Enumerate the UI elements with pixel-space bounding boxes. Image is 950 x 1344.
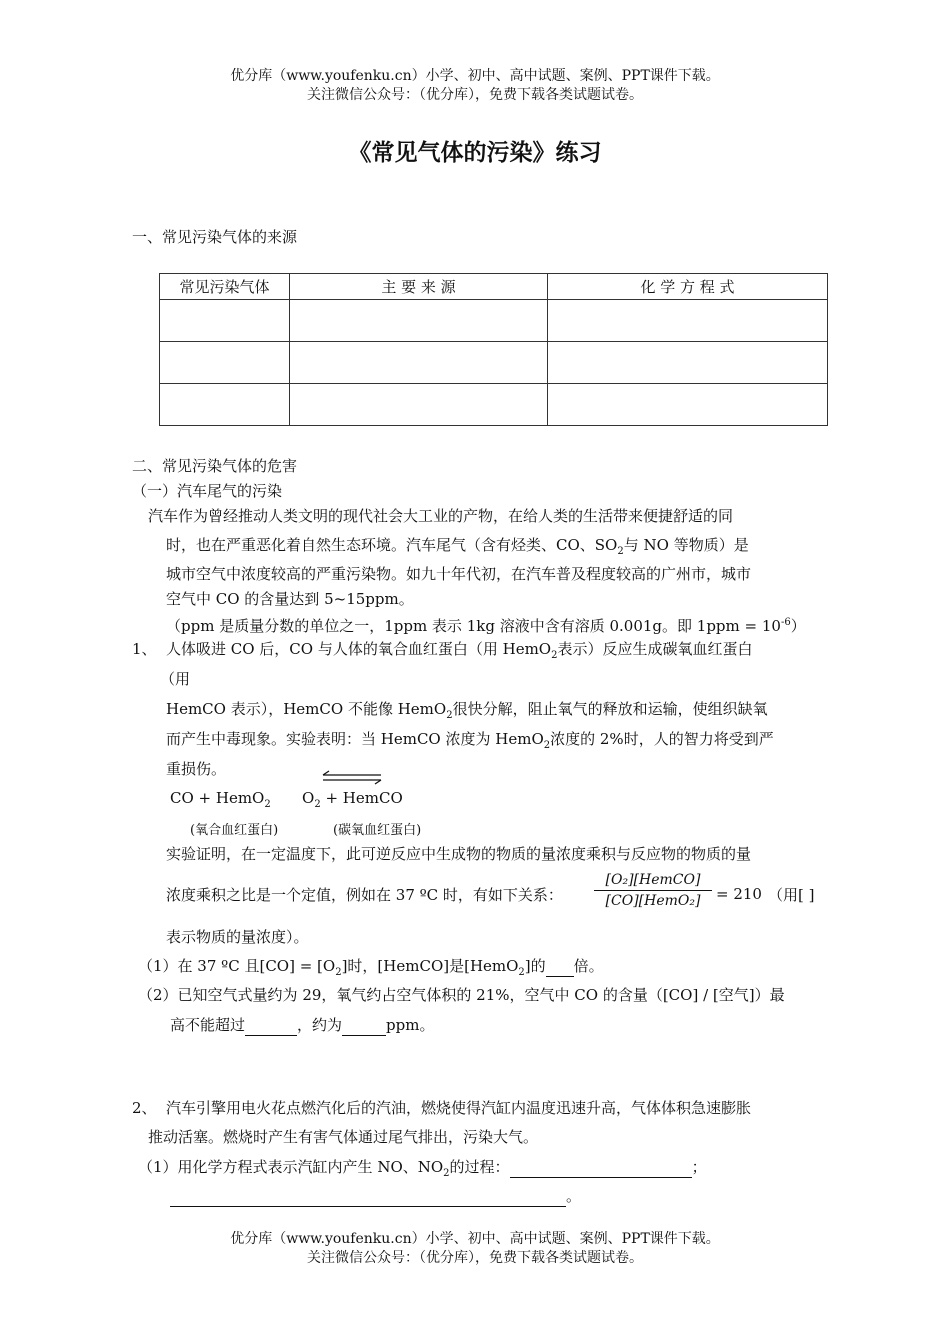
question-1-line: 浓度乘积之比是一个定值，例如在 37 ºC 时，有如下关系： bbox=[166, 886, 563, 904]
answer-blank[interactable] bbox=[245, 1015, 297, 1036]
answer-blank[interactable] bbox=[510, 1157, 692, 1178]
equation-right: $O_2$ + HemCO bbox=[302, 789, 403, 810]
table-cell[interactable] bbox=[290, 384, 548, 426]
question-2-sub-1: （1）用化学方程式表示汽缸内产生 NO、$NO_2$的过程： ； bbox=[138, 1158, 707, 1179]
header-line-1: 优分库（www.youfenku.cn）小学、初中、高中试题、案例、PPT课件下载。 bbox=[230, 68, 720, 84]
table-row bbox=[160, 384, 828, 426]
table-cell[interactable] bbox=[548, 342, 828, 384]
equation-left: CO + HemO$_2$ bbox=[170, 789, 271, 810]
section-1-heading: 一、常见污染气体的来源 bbox=[132, 228, 298, 246]
footer-line-2: 关注微信公众号：（优分库），免费下载各类试题试卷。 bbox=[307, 1250, 643, 1266]
answer-blank[interactable] bbox=[546, 956, 574, 977]
question-1-line: 而产生中毒现象。实验表明：当 HemCO 浓度为 HemO$_2$浓度的 2%时，人的智力将受到严 bbox=[166, 730, 774, 751]
fraction-numerator: [O₂][HemCO] bbox=[605, 872, 701, 888]
fraction-bar bbox=[594, 890, 712, 891]
table-cell[interactable] bbox=[160, 342, 290, 384]
table-row bbox=[160, 300, 828, 342]
question-2-line: 汽车引擎用电火花点燃汽化后的汽油，燃烧使得汽缸内温度迅速升高，气体体积急速膨胀 bbox=[166, 1099, 752, 1117]
sub-question-2: （2）已知空气式量约为 29，氧气约占空气体积的 21%，空气中 CO 的含量（[CO] / [空气]）最 bbox=[138, 986, 785, 1004]
fraction-denominator: [CO][HemO₂] bbox=[605, 893, 701, 909]
question-1-line: HemCO 表示），HemCO 不能像 HemO$_2$很快分解，阻止氧气的释放和运输，使组织缺氧 bbox=[166, 700, 768, 721]
paragraph-line: 时，也在严重恶化着自然生态环境。汽车尾气（含有烃类、CO、$SO_2$与 NO 等物质）是 bbox=[166, 536, 749, 557]
footer-line-1: 优分库（www.youfenku.cn）小学、初中、高中试题、案例、PPT课件下载。 bbox=[230, 1231, 720, 1247]
table-cell[interactable] bbox=[160, 384, 290, 426]
fraction-value: = 210 bbox=[716, 885, 762, 903]
table-header-cell: 主 要 来 源 bbox=[290, 274, 548, 300]
table-header-cell: 化 学 方 程 式 bbox=[548, 274, 828, 300]
paragraph-line: 空气中 CO 的含量达到 5~15ppm。 bbox=[166, 590, 414, 608]
question-2-sub-1-cont: 。 bbox=[170, 1186, 581, 1207]
reversible-arrow-icon bbox=[321, 770, 385, 786]
table-header-cell: 常见污染气体 bbox=[160, 274, 290, 300]
sub-question-2-cont: 高不能超过 ，约为 ppm。 bbox=[170, 1016, 435, 1034]
question-1-line: 人体吸进 CO 后，CO 与人体的氧合血红蛋白（用 HemO$_2$表示）反应生成碳氧血红蛋白 bbox=[166, 640, 753, 661]
pollution-source-table bbox=[159, 273, 828, 426]
paragraph-line: 汽车作为曾经推动人类文明的现代社会大工业的产物，在给人类的生活带来便捷舒适的同 bbox=[148, 507, 734, 525]
table-cell[interactable] bbox=[548, 384, 828, 426]
answer-blank[interactable] bbox=[170, 1186, 566, 1207]
table-cell[interactable] bbox=[290, 342, 548, 384]
question-1-line: 重损伤。 bbox=[166, 760, 227, 778]
question-2-line: 推动活塞。燃烧时产生有害气体通过尾气排出，污染大气。 bbox=[148, 1128, 539, 1146]
question-number: 1、 bbox=[132, 640, 157, 658]
answer-blank[interactable] bbox=[342, 1015, 386, 1036]
table-row bbox=[160, 342, 828, 384]
question-1-line: 表示物质的量浓度）。 bbox=[166, 928, 309, 946]
table-cell[interactable] bbox=[548, 300, 828, 342]
ppm-note: （ppm 是质量分数的单位之一，1ppm 表示 1kg 溶液中含有溶质 0.001g。即 $1ppm = 10^{-6}$） bbox=[166, 617, 806, 635]
page-title: 《常见气体的污染》练习 bbox=[348, 140, 602, 166]
table-cell[interactable] bbox=[290, 300, 548, 342]
sub-question-1: （1）在 37 ºC 且$[CO] = [O_2]$时，[HemCO]是[HemO$_2$]的 倍。 bbox=[138, 957, 604, 978]
table-header-row bbox=[160, 274, 828, 300]
question-1-line: （用 bbox=[160, 670, 191, 688]
paragraph-line: 城市空气中浓度较高的严重污染物。如九十年代初，在汽车普及程度较高的广州市，城市 bbox=[166, 565, 752, 583]
label-carboxyhemoglobin: (碳氧血红蛋白) bbox=[333, 823, 422, 838]
table-cell[interactable] bbox=[160, 300, 290, 342]
header-line-2: 关注微信公众号：（优分库），免费下载各类试题试卷。 bbox=[307, 87, 643, 103]
label-oxyhemoglobin: (氧合血红蛋白) bbox=[190, 823, 279, 838]
question-1-line: 实验证明，在一定温度下，此可逆反应中生成物的物质的量浓度乘积与反应物的物质的量 bbox=[166, 845, 752, 863]
question-number: 2、 bbox=[132, 1099, 157, 1117]
equilibrium-fraction bbox=[594, 872, 712, 909]
section-2-heading: 二、常见污染气体的危害 bbox=[132, 457, 298, 475]
question-1-line: （用[ ] bbox=[768, 886, 815, 904]
subsection-heading: （一）汽车尾气的污染 bbox=[132, 482, 283, 500]
